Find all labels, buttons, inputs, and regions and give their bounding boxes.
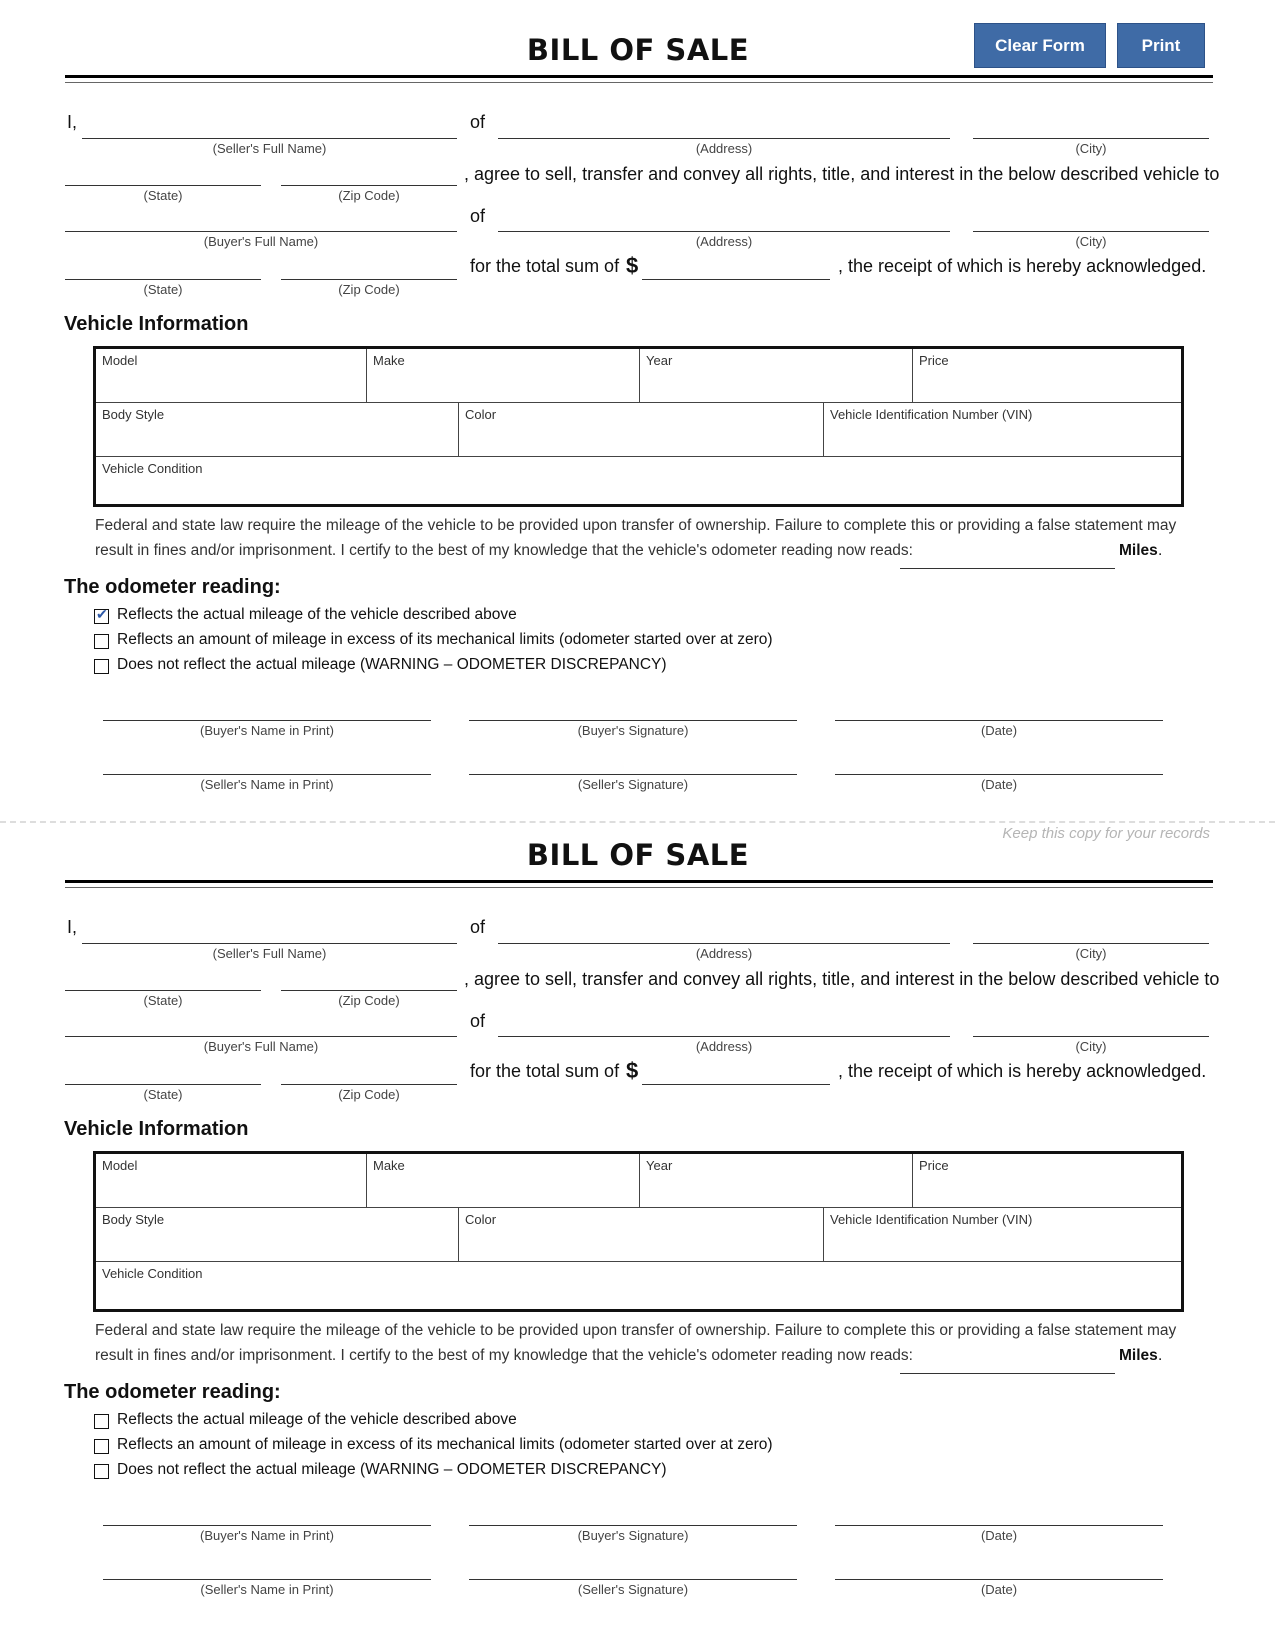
miles-period: . bbox=[1158, 1347, 1163, 1364]
disclosure-line-2: result in fines and/or imprisonment. I certify to the best of my knowledge that the vehicle's odometer reading now reads: bbox=[95, 1347, 913, 1364]
form-title: BILL OF SALE bbox=[526, 838, 750, 872]
keep-copy-note: Keep this copy for your records bbox=[1002, 825, 1210, 842]
title-rule-thin bbox=[65, 82, 1213, 83]
disclosure-line-2: result in fines and/or imprisonment. I certify to the best of my knowledge that the vehicle's odometer reading now reads: bbox=[95, 542, 913, 559]
seller-state-label: (State) bbox=[143, 993, 183, 1008]
disclosure-line-1: Federal and state law require the mileage of the vehicle to be provided upon transfer of ownership. Failure to complete this or providing a false statement may bbox=[95, 517, 1177, 534]
seller-date-label: (Date) bbox=[980, 1582, 1018, 1597]
body-style-cell[interactable] bbox=[96, 1208, 459, 1262]
price-field[interactable] bbox=[642, 279, 830, 280]
seller-state-field[interactable] bbox=[65, 185, 261, 186]
buyer-name-field[interactable] bbox=[65, 231, 457, 232]
year-label: Year bbox=[646, 1158, 673, 1173]
odometer-option-discrepancy[interactable] bbox=[94, 656, 894, 681]
model-cell[interactable] bbox=[96, 349, 367, 403]
disclosure-line-1: Federal and state law require the mileage of the vehicle to be provided upon transfer of ownership. Failure to complete this or providing a false statement may bbox=[95, 1322, 1177, 1339]
dollar-sign: $ bbox=[626, 1058, 639, 1083]
odometer-heading: The odometer reading: bbox=[64, 1381, 281, 1403]
buyer-city-label: (City) bbox=[1075, 234, 1107, 249]
option-label: Reflects the actual mileage of the vehicle described above bbox=[117, 1411, 517, 1428]
condition-label: Vehicle Condition bbox=[102, 461, 203, 476]
buyer-state-field[interactable] bbox=[65, 1084, 261, 1085]
buyer-address-label: (Address) bbox=[695, 1039, 753, 1054]
buyer-print-label: (Buyer's Name in Print) bbox=[200, 723, 334, 738]
buyer-zip-field[interactable] bbox=[281, 1084, 457, 1085]
seller-zip-label: (Zip Code) bbox=[338, 993, 400, 1008]
seller-date-label: (Date) bbox=[980, 777, 1018, 792]
option-label: Does not reflect the actual mileage (WARNING – ODOMETER DISCREPANCY) bbox=[117, 1461, 667, 1478]
bill-of-sale-copy-2 bbox=[0, 805, 1275, 1611]
option-label: Reflects an amount of mileage in excess of its mechanical limits (odometer started over at zero) bbox=[117, 631, 773, 648]
color-cell[interactable] bbox=[459, 403, 824, 457]
checkbox[interactable] bbox=[94, 1414, 109, 1429]
buyer-city-field[interactable] bbox=[973, 231, 1209, 232]
color-label: Color bbox=[465, 407, 497, 422]
checkbox[interactable] bbox=[94, 659, 109, 674]
seller-zip-field[interactable] bbox=[281, 185, 457, 186]
total-sum-text: for the total sum of bbox=[470, 1061, 620, 1081]
clear-form-button[interactable]: Clear Form bbox=[974, 23, 1106, 68]
miles-label: Miles bbox=[1119, 542, 1158, 559]
of-text: of bbox=[470, 112, 486, 132]
seller-state-field[interactable] bbox=[65, 990, 261, 991]
buyer-state-label: (State) bbox=[143, 1087, 183, 1102]
vehicle-info-table bbox=[93, 346, 1184, 507]
buyer-date-label: (Date) bbox=[980, 723, 1018, 738]
receipt-text: , the receipt of which is hereby acknowledged. bbox=[838, 1061, 1207, 1081]
make-label: Make bbox=[373, 353, 405, 368]
buyer-zip-field[interactable] bbox=[281, 279, 457, 280]
make-cell[interactable] bbox=[367, 1154, 640, 1208]
year-cell[interactable] bbox=[640, 349, 913, 403]
buyer-date-field[interactable] bbox=[835, 1525, 1163, 1526]
seller-state-label: (State) bbox=[143, 188, 183, 203]
price-field[interactable] bbox=[642, 1084, 830, 1085]
price-label: Price bbox=[919, 1158, 949, 1173]
model-cell[interactable] bbox=[96, 1154, 367, 1208]
price-cell[interactable] bbox=[913, 1154, 1181, 1208]
agree-text: , agree to sell, transfer and convey all rights, title, and interest in the below described vehicle to bbox=[464, 164, 1220, 184]
of-text: of bbox=[470, 917, 486, 937]
buyer-zip-label: (Zip Code) bbox=[338, 282, 400, 297]
checkbox[interactable] bbox=[94, 1439, 109, 1454]
seller-name-field[interactable] bbox=[82, 138, 457, 139]
body-style-label: Body Style bbox=[102, 1212, 165, 1227]
seller-signature-field[interactable] bbox=[469, 1579, 797, 1580]
odometer-heading: The odometer reading: bbox=[64, 576, 281, 598]
i-text: I, bbox=[67, 917, 78, 937]
title-rule bbox=[65, 75, 1213, 78]
checkbox[interactable] bbox=[94, 1464, 109, 1479]
condition-cell[interactable] bbox=[96, 1262, 1181, 1309]
checkbox[interactable] bbox=[94, 634, 109, 649]
option-label: Reflects an amount of mileage in excess of its mechanical limits (odometer started over at zero) bbox=[117, 1436, 773, 1453]
make-label: Make bbox=[373, 1158, 405, 1173]
buyer-zip-label: (Zip Code) bbox=[338, 1087, 400, 1102]
seller-print-field[interactable] bbox=[103, 1579, 431, 1580]
miles-period: . bbox=[1158, 542, 1163, 559]
buyer-print-label: (Buyer's Name in Print) bbox=[200, 1528, 334, 1543]
buyer-state-field[interactable] bbox=[65, 279, 261, 280]
seller-print-label: (Seller's Name in Print) bbox=[200, 1582, 334, 1597]
make-cell[interactable] bbox=[367, 349, 640, 403]
buyer-date-label: (Date) bbox=[980, 1528, 1018, 1543]
buyer-name-label: (Buyer's Full Name) bbox=[203, 234, 319, 249]
of-text: of bbox=[470, 206, 486, 226]
seller-date-field[interactable] bbox=[835, 774, 1163, 775]
seller-signature-field[interactable] bbox=[469, 774, 797, 775]
seller-address-label: (Address) bbox=[695, 141, 753, 156]
seller-city-label: (City) bbox=[1075, 141, 1107, 156]
seller-name-field[interactable] bbox=[82, 943, 457, 944]
seller-signature-label: (Seller's Signature) bbox=[577, 1582, 689, 1597]
odometer-option-exceeds[interactable] bbox=[94, 631, 894, 656]
seller-address-label: (Address) bbox=[695, 946, 753, 961]
seller-address-field[interactable] bbox=[498, 138, 950, 139]
seller-name-label: (Seller's Full Name) bbox=[212, 946, 327, 961]
vehicle-info-table bbox=[93, 1151, 1184, 1312]
miles-label: Miles bbox=[1119, 1347, 1158, 1364]
buyer-city-field[interactable] bbox=[973, 1036, 1209, 1037]
odometer-option-actual[interactable] bbox=[94, 1411, 894, 1436]
odometer-reading-field[interactable] bbox=[900, 568, 1115, 569]
dollar-sign: $ bbox=[626, 253, 639, 278]
buyer-signature-field[interactable] bbox=[469, 720, 797, 721]
price-cell[interactable] bbox=[913, 349, 1181, 403]
year-label: Year bbox=[646, 353, 673, 368]
bill-of-sale-copy-1 bbox=[0, 0, 1275, 806]
seller-name-label: (Seller's Full Name) bbox=[212, 141, 327, 156]
body-style-label: Body Style bbox=[102, 407, 165, 422]
buyer-signature-label: (Buyer's Signature) bbox=[577, 1528, 689, 1543]
buyer-name-label: (Buyer's Full Name) bbox=[203, 1039, 319, 1054]
form-title: BILL OF SALE bbox=[526, 33, 750, 67]
condition-cell[interactable] bbox=[96, 457, 1181, 504]
color-cell[interactable] bbox=[459, 1208, 824, 1262]
color-label: Color bbox=[465, 1212, 497, 1227]
agree-text: , agree to sell, transfer and convey all rights, title, and interest in the below described vehicle to bbox=[464, 969, 1220, 989]
buyer-address-field[interactable] bbox=[498, 1036, 950, 1037]
title-rule-thin bbox=[65, 887, 1213, 888]
vin-cell[interactable] bbox=[824, 1208, 1181, 1262]
buyer-print-field[interactable] bbox=[103, 720, 431, 721]
checkbox[interactable] bbox=[94, 609, 109, 624]
buyer-address-field[interactable] bbox=[498, 231, 950, 232]
odometer-option-discrepancy[interactable] bbox=[94, 1461, 894, 1486]
seller-city-field[interactable] bbox=[973, 138, 1209, 139]
buyer-signature-label: (Buyer's Signature) bbox=[577, 723, 689, 738]
receipt-text: , the receipt of which is hereby acknowledged. bbox=[838, 256, 1207, 276]
buyer-address-label: (Address) bbox=[695, 234, 753, 249]
condition-label: Vehicle Condition bbox=[102, 1266, 203, 1281]
seller-print-label: (Seller's Name in Print) bbox=[200, 777, 334, 792]
option-label: Reflects the actual mileage of the vehicle described above bbox=[117, 606, 517, 623]
buyer-name-field[interactable] bbox=[65, 1036, 457, 1037]
seller-zip-label: (Zip Code) bbox=[338, 188, 400, 203]
vin-label: Vehicle Identification Number (VIN) bbox=[830, 407, 1033, 422]
seller-print-field[interactable] bbox=[103, 774, 431, 775]
odometer-option-exceeds[interactable] bbox=[94, 1436, 894, 1461]
seller-city-label: (City) bbox=[1075, 946, 1107, 961]
buyer-print-field[interactable] bbox=[103, 1525, 431, 1526]
of-text: of bbox=[470, 1011, 486, 1031]
i-text: I, bbox=[67, 112, 78, 132]
seller-address-field[interactable] bbox=[498, 943, 950, 944]
seller-city-field[interactable] bbox=[973, 943, 1209, 944]
buyer-city-label: (City) bbox=[1075, 1039, 1107, 1054]
year-cell[interactable] bbox=[640, 1154, 913, 1208]
seller-zip-field[interactable] bbox=[281, 990, 457, 991]
total-sum-text: for the total sum of bbox=[470, 256, 620, 276]
seller-signature-label: (Seller's Signature) bbox=[577, 777, 689, 792]
model-label: Model bbox=[102, 353, 138, 368]
model-label: Model bbox=[102, 1158, 138, 1173]
price-label: Price bbox=[919, 353, 949, 368]
body-style-cell[interactable] bbox=[96, 403, 459, 457]
buyer-date-field[interactable] bbox=[835, 720, 1163, 721]
buyer-signature-field[interactable] bbox=[469, 1525, 797, 1526]
odometer-reading-field[interactable] bbox=[900, 1373, 1115, 1374]
vehicle-info-heading: Vehicle Information bbox=[64, 313, 249, 335]
buyer-state-label: (State) bbox=[143, 282, 183, 297]
vin-label: Vehicle Identification Number (VIN) bbox=[830, 1212, 1033, 1227]
seller-date-field[interactable] bbox=[835, 1579, 1163, 1580]
vin-cell[interactable] bbox=[824, 403, 1181, 457]
odometer-option-actual[interactable] bbox=[94, 606, 894, 631]
title-rule bbox=[65, 880, 1213, 883]
vehicle-info-heading: Vehicle Information bbox=[64, 1118, 249, 1140]
option-label: Does not reflect the actual mileage (WARNING – ODOMETER DISCREPANCY) bbox=[117, 656, 667, 673]
print-button[interactable]: Print bbox=[1117, 23, 1205, 68]
